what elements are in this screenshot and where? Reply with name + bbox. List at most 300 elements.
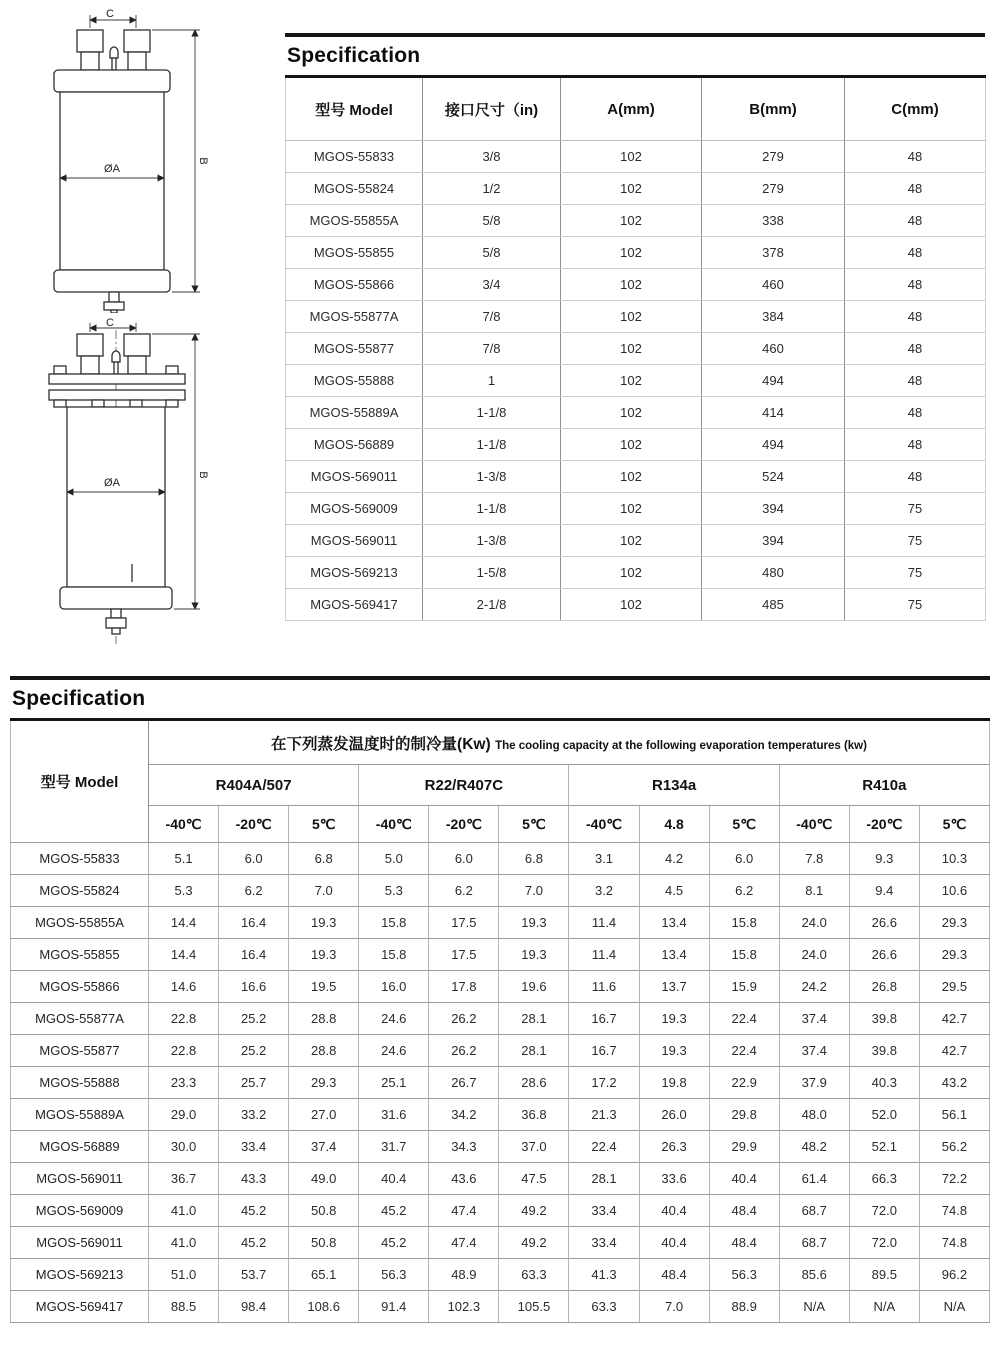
value-cell: 56.1: [919, 1099, 989, 1131]
value-cell: 22.8: [149, 1035, 219, 1067]
value-cell: 3/8: [423, 141, 561, 173]
model-cell: MGOS-55889A: [286, 397, 423, 429]
table-row: [286, 589, 986, 621]
dimensions-section: [285, 33, 985, 621]
group-header-r22: R22/R407C: [359, 765, 569, 806]
value-cell: 102: [561, 365, 702, 397]
value-cell: 11.6: [569, 971, 639, 1003]
value-cell: 15.8: [359, 907, 429, 939]
value-cell: 49.0: [289, 1163, 359, 1195]
value-cell: 21.3: [569, 1099, 639, 1131]
value-cell: 102: [561, 301, 702, 333]
value-cell: 48: [845, 365, 986, 397]
model-cell: MGOS-55855A: [11, 907, 149, 939]
value-cell: 14.6: [149, 971, 219, 1003]
value-cell: 28.6: [499, 1067, 569, 1099]
value-cell: 14.4: [149, 939, 219, 971]
value-cell: 56.3: [709, 1259, 779, 1291]
value-cell: N/A: [849, 1291, 919, 1323]
top-section: [0, 0, 1000, 662]
model-cell: MGOS-55877A: [11, 1003, 149, 1035]
value-cell: 480: [702, 557, 845, 589]
value-cell: 43.3: [219, 1163, 289, 1195]
value-cell: 89.5: [849, 1259, 919, 1291]
value-cell: 26.7: [429, 1067, 499, 1099]
value-cell: 41.0: [149, 1195, 219, 1227]
table-row: [11, 1259, 990, 1291]
capacity-section: [10, 676, 990, 1323]
value-cell: 40.3: [849, 1067, 919, 1099]
value-cell: 19.3: [499, 907, 569, 939]
table-row: [286, 525, 986, 557]
value-cell: 26.8: [849, 971, 919, 1003]
value-cell: 29.5: [919, 971, 989, 1003]
temp-header: 5℃: [499, 806, 569, 843]
value-cell: 102: [561, 205, 702, 237]
value-cell: 17.8: [429, 971, 499, 1003]
value-cell: 52.1: [849, 1131, 919, 1163]
temp-header: 4.8: [639, 806, 709, 843]
value-cell: 394: [702, 525, 845, 557]
value-cell: 7.8: [779, 843, 849, 875]
dim-c-label: C: [106, 8, 114, 20]
value-cell: 29.3: [919, 907, 989, 939]
value-cell: 48: [845, 397, 986, 429]
value-cell: 15.8: [709, 907, 779, 939]
span-header-zh: 在下列蒸发温度时的制冷量(Kw): [271, 735, 491, 753]
value-cell: 1-5/8: [423, 557, 561, 589]
value-cell: 19.3: [289, 939, 359, 971]
value-cell: 41.0: [149, 1227, 219, 1259]
value-cell: 6.2: [429, 875, 499, 907]
value-cell: 48: [845, 205, 986, 237]
value-cell: 74.8: [919, 1227, 989, 1259]
value-cell: 37.4: [779, 1035, 849, 1067]
value-cell: 102: [561, 589, 702, 621]
value-cell: 45.2: [359, 1195, 429, 1227]
value-cell: 19.3: [639, 1003, 709, 1035]
table-row: [11, 1035, 990, 1067]
model-cell: MGOS-55866: [11, 971, 149, 1003]
value-cell: 28.8: [289, 1035, 359, 1067]
temp-header: -40℃: [359, 806, 429, 843]
value-cell: 494: [702, 365, 845, 397]
value-cell: 48: [845, 141, 986, 173]
table-row: [286, 141, 986, 173]
value-cell: 48.4: [709, 1195, 779, 1227]
section-title: Specification: [10, 676, 990, 718]
value-cell: 22.4: [709, 1035, 779, 1067]
value-cell: 102: [561, 173, 702, 205]
value-cell: 22.4: [569, 1131, 639, 1163]
model-cell: MGOS-569011: [11, 1163, 149, 1195]
value-cell: 33.6: [639, 1163, 709, 1195]
value-cell: 25.2: [219, 1035, 289, 1067]
value-cell: 24.0: [779, 907, 849, 939]
model-cell: MGOS-569009: [11, 1195, 149, 1227]
model-cell: MGOS-55855: [286, 237, 423, 269]
value-cell: 40.4: [639, 1227, 709, 1259]
value-cell: 68.7: [779, 1195, 849, 1227]
value-cell: 6.0: [429, 843, 499, 875]
value-cell: 48: [845, 173, 986, 205]
value-cell: 5/8: [423, 237, 561, 269]
value-cell: 7.0: [639, 1291, 709, 1323]
value-cell: 19.5: [289, 971, 359, 1003]
temp-header: -40℃: [779, 806, 849, 843]
table-row: [286, 269, 986, 301]
value-cell: N/A: [919, 1291, 989, 1323]
table-row: [11, 843, 990, 875]
value-cell: 26.6: [849, 907, 919, 939]
model-cell: MGOS-55877A: [286, 301, 423, 333]
model-cell: MGOS-55833: [11, 843, 149, 875]
value-cell: 24.0: [779, 939, 849, 971]
value-cell: 26.2: [429, 1003, 499, 1035]
header-row-refrigerants: [11, 765, 990, 806]
temp-header: -20℃: [429, 806, 499, 843]
value-cell: 102: [561, 141, 702, 173]
value-cell: 1-1/8: [423, 397, 561, 429]
value-cell: 48: [845, 333, 986, 365]
dim-b-label: B: [197, 471, 209, 479]
value-cell: 102: [561, 269, 702, 301]
dimensions-table: [285, 75, 986, 621]
model-cell: MGOS-55833: [286, 141, 423, 173]
value-cell: 102: [561, 493, 702, 525]
table-row: [286, 461, 986, 493]
model-cell: MGOS-569417: [11, 1291, 149, 1323]
table-row: [11, 939, 990, 971]
model-cell: MGOS-55889A: [11, 1099, 149, 1131]
value-cell: 102: [561, 557, 702, 589]
value-cell: 61.4: [779, 1163, 849, 1195]
value-cell: 96.2: [919, 1259, 989, 1291]
value-cell: 1-3/8: [423, 461, 561, 493]
table-row: [286, 205, 986, 237]
value-cell: 75: [845, 557, 986, 589]
model-cell: MGOS-569417: [286, 589, 423, 621]
value-cell: 49.2: [499, 1195, 569, 1227]
value-cell: 5.3: [149, 875, 219, 907]
value-cell: 29.0: [149, 1099, 219, 1131]
value-cell: 414: [702, 397, 845, 429]
value-cell: 13.4: [639, 939, 709, 971]
header-row: [286, 77, 986, 141]
value-cell: 26.0: [639, 1099, 709, 1131]
value-cell: 29.3: [289, 1067, 359, 1099]
value-cell: 30.0: [149, 1131, 219, 1163]
value-cell: 1: [423, 365, 561, 397]
value-cell: 33.4: [569, 1227, 639, 1259]
model-cell: MGOS-55855: [11, 939, 149, 971]
table-row: [286, 397, 986, 429]
value-cell: 39.8: [849, 1003, 919, 1035]
value-cell: 102: [561, 461, 702, 493]
capacity-table: [10, 718, 990, 1323]
value-cell: 11.4: [569, 939, 639, 971]
value-cell: 66.3: [849, 1163, 919, 1195]
value-cell: 47.5: [499, 1163, 569, 1195]
top-fittings: [77, 334, 150, 374]
value-cell: 102: [561, 429, 702, 461]
value-cell: 1-3/8: [423, 525, 561, 557]
col-header-model: 型号 Model: [286, 77, 423, 141]
value-cell: 279: [702, 173, 845, 205]
value-cell: 494: [702, 429, 845, 461]
value-cell: 2-1/8: [423, 589, 561, 621]
value-cell: 16.6: [219, 971, 289, 1003]
table-row: [286, 429, 986, 461]
value-cell: 9.3: [849, 843, 919, 875]
table-row: [11, 971, 990, 1003]
vessel-body: [54, 70, 170, 313]
value-cell: 28.8: [289, 1003, 359, 1035]
model-cell: MGOS-569213: [11, 1259, 149, 1291]
value-cell: 37.0: [499, 1131, 569, 1163]
value-cell: 88.9: [709, 1291, 779, 1323]
value-cell: 40.4: [359, 1163, 429, 1195]
value-cell: 36.8: [499, 1099, 569, 1131]
value-cell: 17.5: [429, 939, 499, 971]
model-cell: MGOS-55888: [11, 1067, 149, 1099]
value-cell: 19.3: [289, 907, 359, 939]
model-cell: MGOS-56889: [11, 1131, 149, 1163]
value-cell: 48.4: [709, 1227, 779, 1259]
table-row: [286, 173, 986, 205]
value-cell: 19.3: [639, 1035, 709, 1067]
value-cell: 28.1: [499, 1003, 569, 1035]
value-cell: 102: [561, 525, 702, 557]
value-cell: 9.4: [849, 875, 919, 907]
value-cell: 33.4: [569, 1195, 639, 1227]
value-cell: 37.4: [779, 1003, 849, 1035]
table-row: [11, 1003, 990, 1035]
model-cell: MGOS-569009: [286, 493, 423, 525]
section-title: Specification: [285, 33, 985, 75]
table-row: [286, 557, 986, 589]
header-row-temps: [11, 806, 990, 843]
value-cell: 105.5: [499, 1291, 569, 1323]
value-cell: 45.2: [219, 1227, 289, 1259]
model-cell: MGOS-569011: [286, 461, 423, 493]
value-cell: 68.7: [779, 1227, 849, 1259]
value-cell: 45.2: [359, 1227, 429, 1259]
dimensions-table-body: [286, 141, 986, 621]
value-cell: 56.3: [359, 1259, 429, 1291]
value-cell: 108.6: [289, 1291, 359, 1323]
value-cell: 47.4: [429, 1227, 499, 1259]
model-cell: MGOS-56889: [286, 429, 423, 461]
value-cell: 75: [845, 493, 986, 525]
value-cell: 28.1: [569, 1163, 639, 1195]
col-header-size: 接口尺寸（in): [423, 77, 561, 141]
value-cell: 5.0: [359, 843, 429, 875]
value-cell: 16.0: [359, 971, 429, 1003]
value-cell: 74.8: [919, 1195, 989, 1227]
value-cell: 48: [845, 429, 986, 461]
value-cell: 16.4: [219, 939, 289, 971]
span-header-en: The cooling capacity at the following evaporation temperatures (kw): [495, 739, 867, 752]
capacity-table-body: [11, 843, 990, 1323]
value-cell: 16.7: [569, 1003, 639, 1035]
table-row: [286, 301, 986, 333]
value-cell: 63.3: [569, 1291, 639, 1323]
table-row: [11, 907, 990, 939]
oil-separator-drawing-welded: [32, 8, 262, 313]
value-cell: 24.6: [359, 1003, 429, 1035]
value-cell: 24.6: [359, 1035, 429, 1067]
table-row: [286, 365, 986, 397]
value-cell: 27.0: [289, 1099, 359, 1131]
value-cell: 3.2: [569, 875, 639, 907]
value-cell: 7/8: [423, 333, 561, 365]
value-cell: 45.2: [219, 1195, 289, 1227]
value-cell: 31.7: [359, 1131, 429, 1163]
table-row: [11, 1195, 990, 1227]
value-cell: 34.3: [429, 1131, 499, 1163]
model-cell: MGOS-569011: [286, 525, 423, 557]
value-cell: 28.1: [499, 1035, 569, 1067]
col-header-model: 型号 Model: [11, 720, 149, 843]
value-cell: 47.4: [429, 1195, 499, 1227]
header-row-span: [11, 720, 990, 765]
value-cell: 7.0: [499, 875, 569, 907]
temp-header: -20℃: [849, 806, 919, 843]
dimension-c: [90, 318, 136, 332]
value-cell: 48.4: [639, 1259, 709, 1291]
value-cell: 43.2: [919, 1067, 989, 1099]
value-cell: 11.4: [569, 907, 639, 939]
group-header-r404a: R404A/507: [149, 765, 359, 806]
value-cell: 19.3: [499, 939, 569, 971]
model-cell: MGOS-55888: [286, 365, 423, 397]
value-cell: 85.6: [779, 1259, 849, 1291]
table-row: [286, 493, 986, 525]
value-cell: 40.4: [709, 1163, 779, 1195]
value-cell: 26.6: [849, 939, 919, 971]
value-cell: 50.8: [289, 1195, 359, 1227]
table-row: [11, 1291, 990, 1323]
value-cell: 22.8: [149, 1003, 219, 1035]
value-cell: 29.8: [709, 1099, 779, 1131]
value-cell: 42.7: [919, 1035, 989, 1067]
group-header-r410a: R410a: [779, 765, 989, 806]
value-cell: 6.8: [289, 843, 359, 875]
value-cell: 3/4: [423, 269, 561, 301]
table-row: [286, 237, 986, 269]
model-cell: MGOS-569213: [286, 557, 423, 589]
oil-separator-drawing-flanged: [32, 318, 262, 650]
value-cell: 5.3: [359, 875, 429, 907]
value-cell: 15.9: [709, 971, 779, 1003]
value-cell: 48.9: [429, 1259, 499, 1291]
temp-header: 5℃: [709, 806, 779, 843]
value-cell: 42.7: [919, 1003, 989, 1035]
table-row: [11, 1227, 990, 1259]
col-header-c: C(mm): [845, 77, 986, 141]
model-cell: MGOS-55877: [286, 333, 423, 365]
value-cell: 48: [845, 237, 986, 269]
temp-header: 5℃: [919, 806, 989, 843]
table-row: [11, 1163, 990, 1195]
value-cell: 5/8: [423, 205, 561, 237]
value-cell: 1-1/8: [423, 493, 561, 525]
value-cell: 19.8: [639, 1067, 709, 1099]
value-cell: 6.0: [219, 843, 289, 875]
value-cell: 22.9: [709, 1067, 779, 1099]
temp-header: -40℃: [569, 806, 639, 843]
col-header-b: B(mm): [702, 77, 845, 141]
value-cell: 16.7: [569, 1035, 639, 1067]
group-header-r134a: R134a: [569, 765, 779, 806]
value-cell: 14.4: [149, 907, 219, 939]
dim-c-label: C: [106, 318, 114, 329]
value-cell: 75: [845, 525, 986, 557]
value-cell: 378: [702, 237, 845, 269]
value-cell: 3.1: [569, 843, 639, 875]
value-cell: 33.2: [219, 1099, 289, 1131]
value-cell: 102: [561, 237, 702, 269]
value-cell: 33.4: [219, 1131, 289, 1163]
value-cell: 29.3: [919, 939, 989, 971]
table-row: [286, 333, 986, 365]
value-cell: 102: [561, 397, 702, 429]
value-cell: 13.7: [639, 971, 709, 1003]
value-cell: 485: [702, 589, 845, 621]
value-cell: 102.3: [429, 1291, 499, 1323]
value-cell: 40.4: [639, 1195, 709, 1227]
value-cell: 7.0: [289, 875, 359, 907]
value-cell: 88.5: [149, 1291, 219, 1323]
value-cell: 24.2: [779, 971, 849, 1003]
value-cell: 10.3: [919, 843, 989, 875]
value-cell: 8.1: [779, 875, 849, 907]
value-cell: 6.8: [499, 843, 569, 875]
value-cell: 91.4: [359, 1291, 429, 1323]
model-cell: MGOS-569011: [11, 1227, 149, 1259]
value-cell: 4.5: [639, 875, 709, 907]
value-cell: 72.2: [919, 1163, 989, 1195]
value-cell: 6.2: [709, 875, 779, 907]
value-cell: 36.7: [149, 1163, 219, 1195]
value-cell: 72.0: [849, 1227, 919, 1259]
table-row: [11, 1067, 990, 1099]
table-row: [11, 875, 990, 907]
model-cell: MGOS-55855A: [286, 205, 423, 237]
value-cell: 1-1/8: [423, 429, 561, 461]
temp-header: 5℃: [289, 806, 359, 843]
capacity-span-header: [149, 720, 990, 765]
value-cell: 279: [702, 141, 845, 173]
value-cell: 65.1: [289, 1259, 359, 1291]
value-cell: 53.7: [219, 1259, 289, 1291]
value-cell: 48: [845, 269, 986, 301]
value-cell: 56.2: [919, 1131, 989, 1163]
value-cell: 13.4: [639, 907, 709, 939]
dim-b-label: B: [197, 157, 209, 165]
value-cell: 6.0: [709, 843, 779, 875]
value-cell: 338: [702, 205, 845, 237]
value-cell: 50.8: [289, 1227, 359, 1259]
value-cell: 34.2: [429, 1099, 499, 1131]
value-cell: 15.8: [709, 939, 779, 971]
col-header-a: A(mm): [561, 77, 702, 141]
value-cell: 10.6: [919, 875, 989, 907]
value-cell: 48.0: [779, 1099, 849, 1131]
value-cell: 19.6: [499, 971, 569, 1003]
value-cell: 394: [702, 493, 845, 525]
